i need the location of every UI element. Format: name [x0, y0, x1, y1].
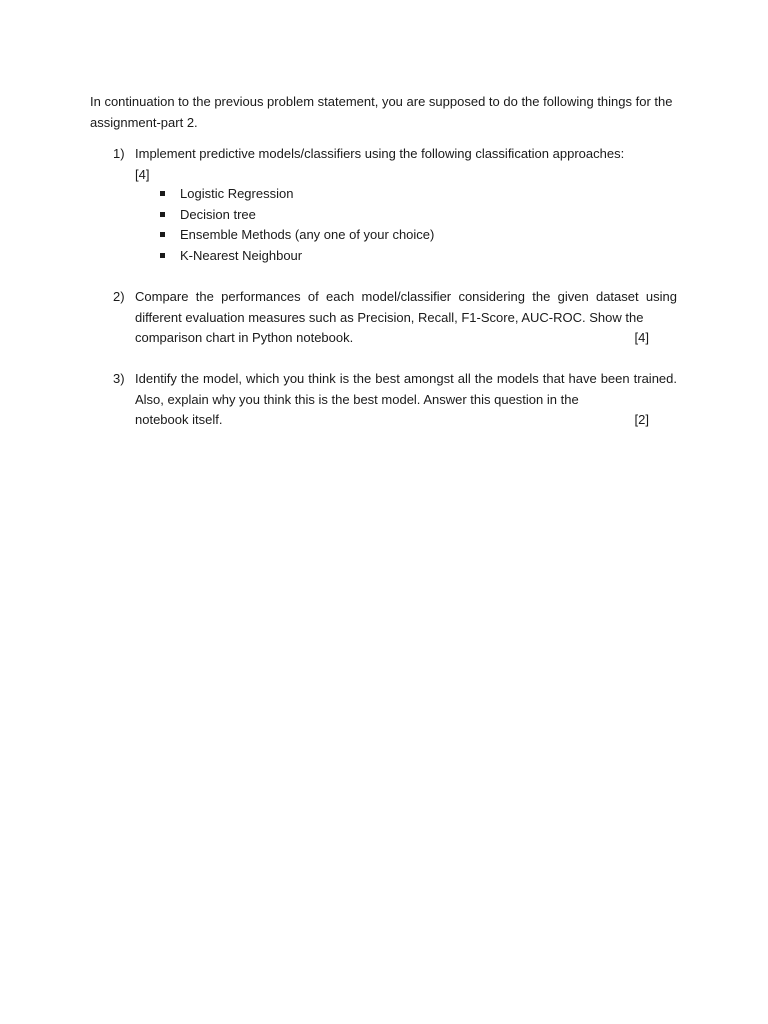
list-item — [158, 205, 558, 226]
item-last-text: comparison chart in Python notebook. — [135, 330, 354, 345]
item-number: 1) — [113, 146, 125, 161]
item-last-line — [135, 410, 677, 431]
item-marks: [4] — [135, 166, 150, 182]
item-marks: [2] — [634, 412, 649, 427]
item-marks: [4] — [634, 330, 649, 345]
item-text — [135, 144, 677, 185]
square-bullet-icon — [160, 191, 165, 196]
bullet-text: Decision tree — [180, 206, 256, 222]
approach-bullet-list — [158, 184, 558, 266]
item-main-text: Identify the model, which you think is the best amongst all the models that have been trained. Also, explain why you think this is the best model. Answer this question in the — [135, 371, 677, 407]
item-text — [135, 369, 677, 431]
square-bullet-icon — [160, 253, 165, 258]
item-number: 2) — [113, 289, 125, 304]
bullet-text: K-Nearest Neighbour — [180, 247, 303, 263]
square-bullet-icon — [160, 232, 165, 237]
item-text — [135, 287, 677, 349]
bullet-text: Ensemble Methods (any one of your choice) — [180, 227, 435, 242]
list-item — [158, 225, 558, 246]
intro-paragraph: In continuation to the previous problem statement, you are supposed to do the following things for the assignment-part 2. — [90, 94, 673, 130]
item-main-text: Compare the performances of each model/classifier considering the given dataset using different evaluation measures such as Precision, Recall, F1-Score, AUC-ROC. Show the — [135, 289, 677, 325]
item-last-text: notebook itself. — [135, 412, 223, 427]
item-last-line — [135, 328, 677, 349]
list-item — [158, 246, 558, 267]
bullet-text: Logistic Regression — [180, 186, 294, 201]
item-main-text: Implement predictive models/classifiers using the following classification approaches: — [135, 146, 625, 161]
item-number: 3) — [113, 371, 125, 386]
list-item — [158, 184, 558, 205]
square-bullet-icon — [160, 212, 165, 217]
